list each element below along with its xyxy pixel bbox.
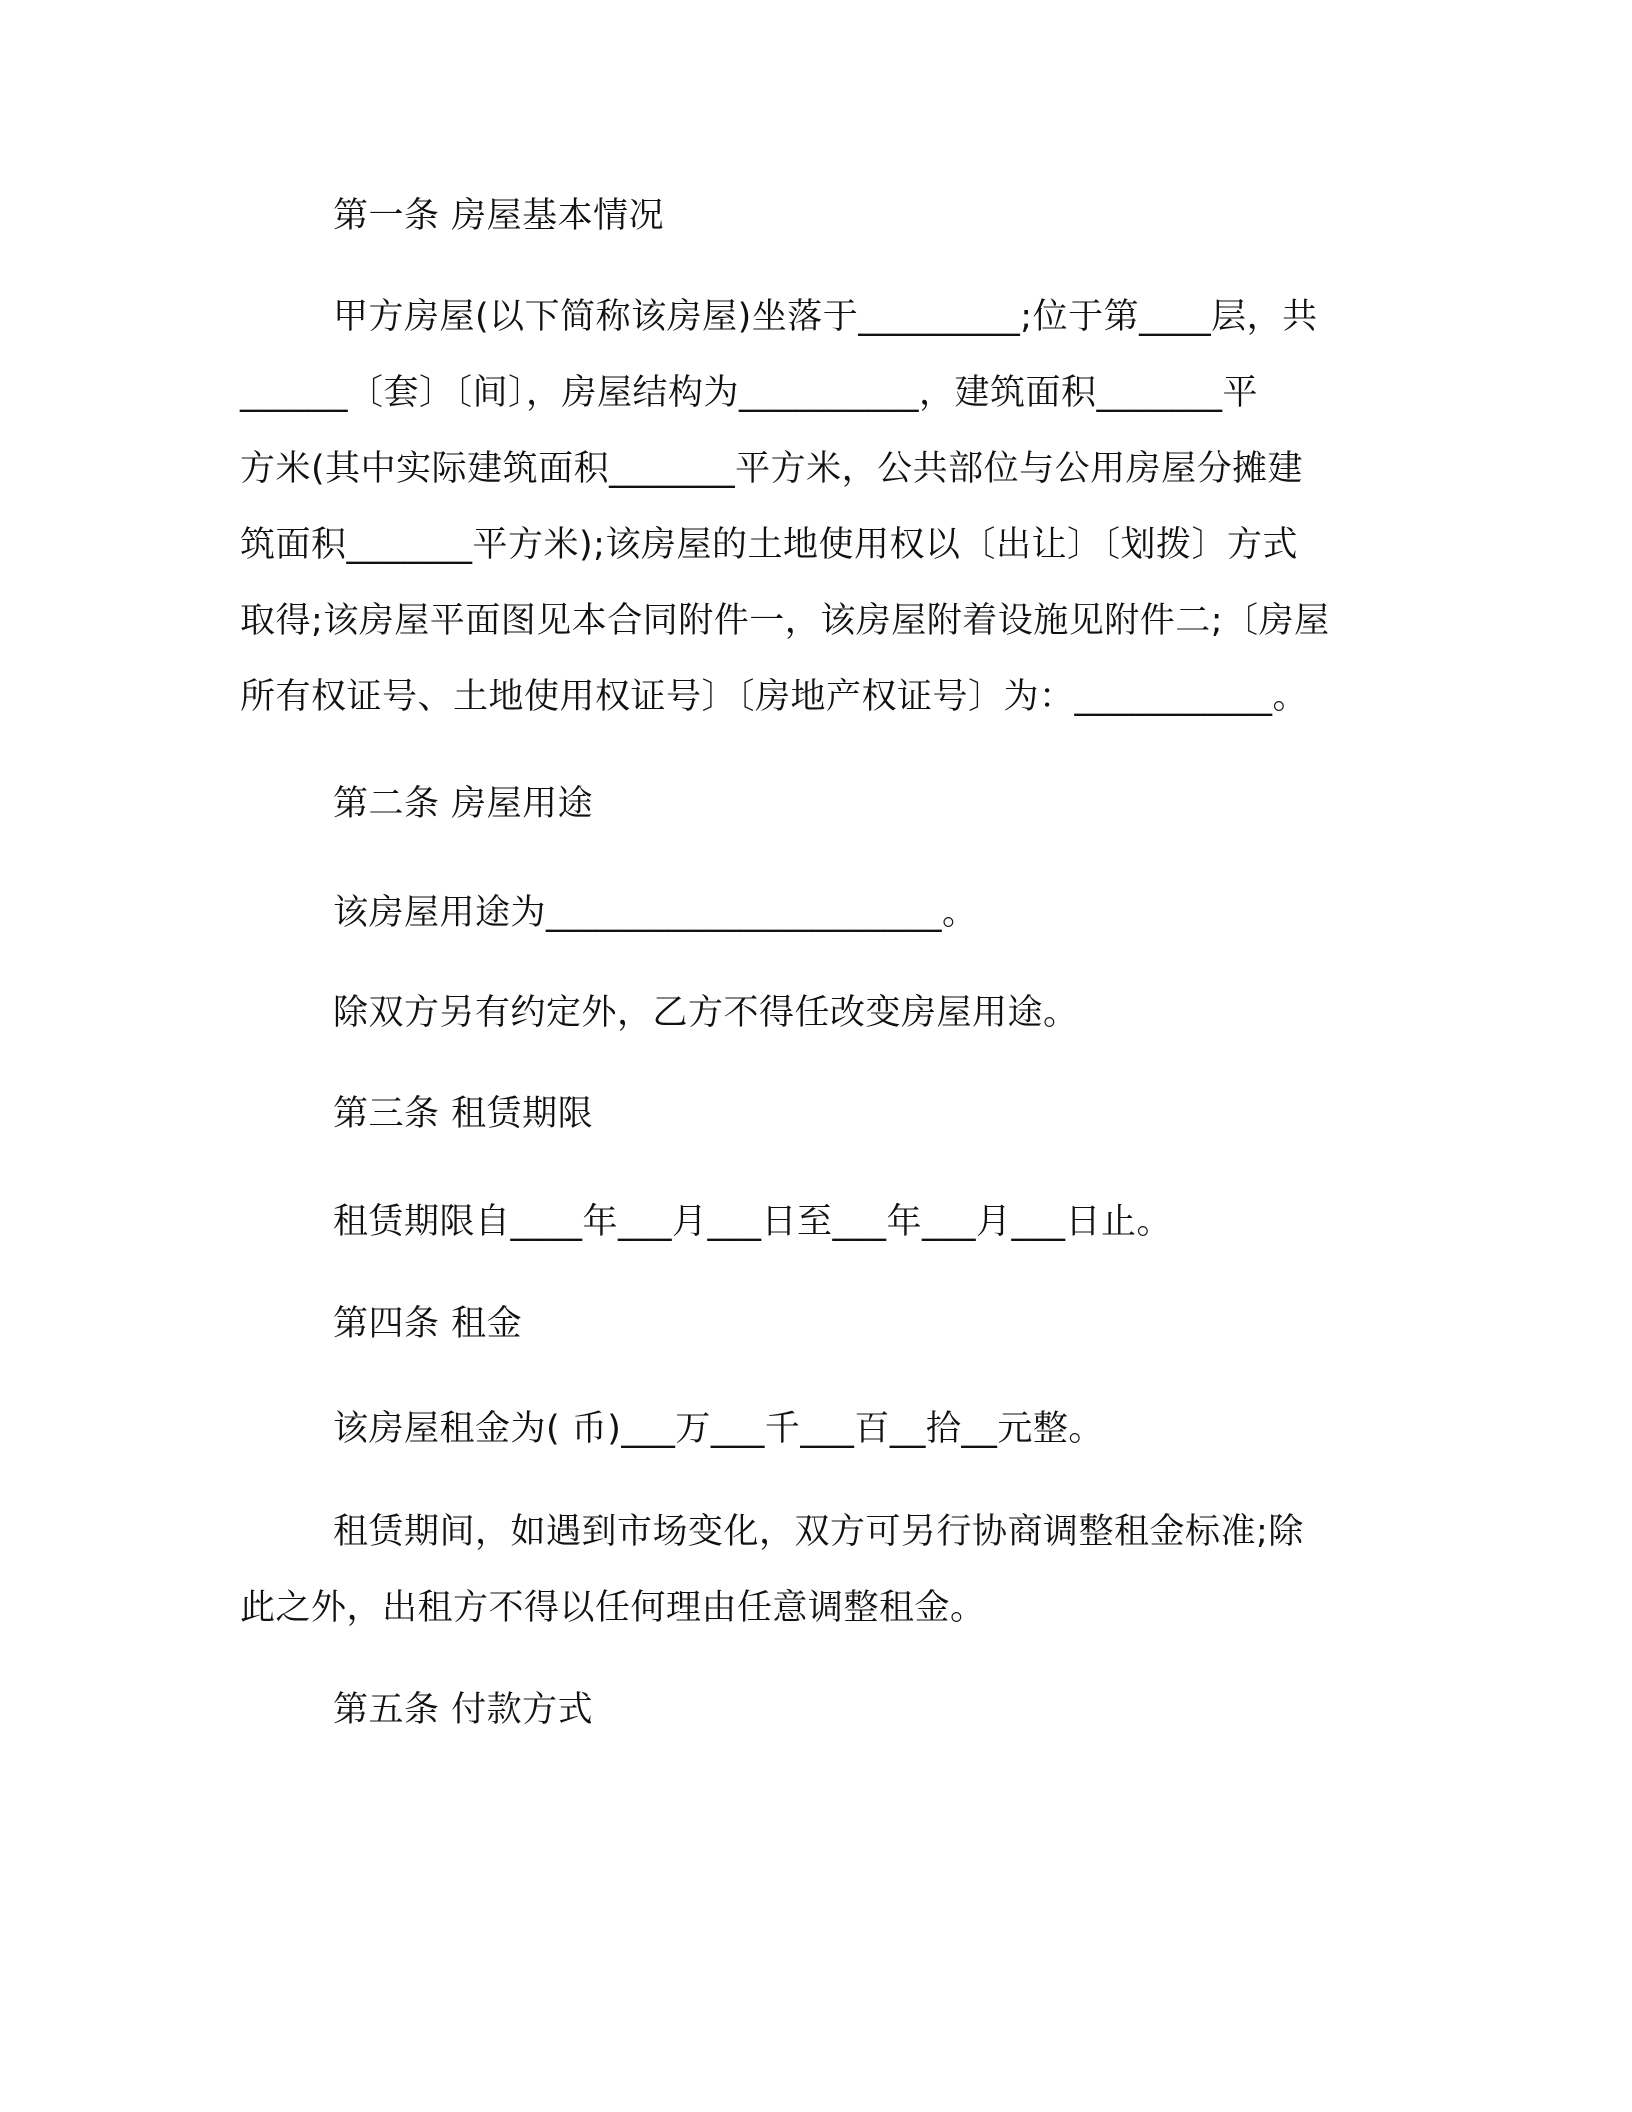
article-4-adjustment: [240, 1512, 1372, 1632]
article-3-term: 租赁期限自____年___月___日至___年___月___日止。: [333, 1202, 1173, 1242]
article-1-line-5: 取得;该房屋平面图见本合同附件一，该房屋附着设施见附件二;〔房屋: [240, 601, 1330, 641]
article-1-line-3: 方米(其中实际建筑面积_______平方米，公共部位与公用房屋分摊建: [240, 449, 1304, 489]
article-1-line-2: ______〔套〕〔间〕，房屋结构为__________，建筑面积_______平: [240, 373, 1259, 413]
article-1-heading: 第一条 房屋基本情况: [333, 196, 665, 236]
article-4-rent-amount: 该房屋租金为( 币)___万___千___百__拾__元整。: [333, 1409, 1104, 1449]
article-2-heading: 第二条 房屋用途: [333, 784, 594, 824]
article-5-heading: 第五条 付款方式: [333, 1690, 594, 1730]
article-4-adjustment-line-1: 租赁期间，如遇到市场变化，双方可另行协商调整租金标准;除: [333, 1512, 1304, 1552]
article-3-heading: 第三条 租赁期限: [333, 1094, 594, 1134]
article-1-line-6: 所有权证号、土地使用权证号〕〔房地产权证号〕为：___________。: [240, 677, 1309, 717]
article-1-line-1: 甲方房屋(以下简称该房屋)坐落于_________;位于第____层，共: [333, 297, 1318, 337]
article-1-line-4: 筑面积_______平方米);该房屋的土地使用权以〔出让〕〔划拨〕方式: [240, 525, 1298, 565]
article-4-heading: 第四条 租金: [333, 1304, 523, 1344]
article-2-purpose: 该房屋用途为______________________。: [333, 893, 978, 933]
article-4-adjustment-line-2: 此之外，出租方不得以任何理由任意调整租金。: [240, 1588, 986, 1628]
article-2-restriction: 除双方另有约定外，乙方不得任改变房屋用途。: [333, 993, 1079, 1033]
article-1-body: [240, 297, 1372, 727]
